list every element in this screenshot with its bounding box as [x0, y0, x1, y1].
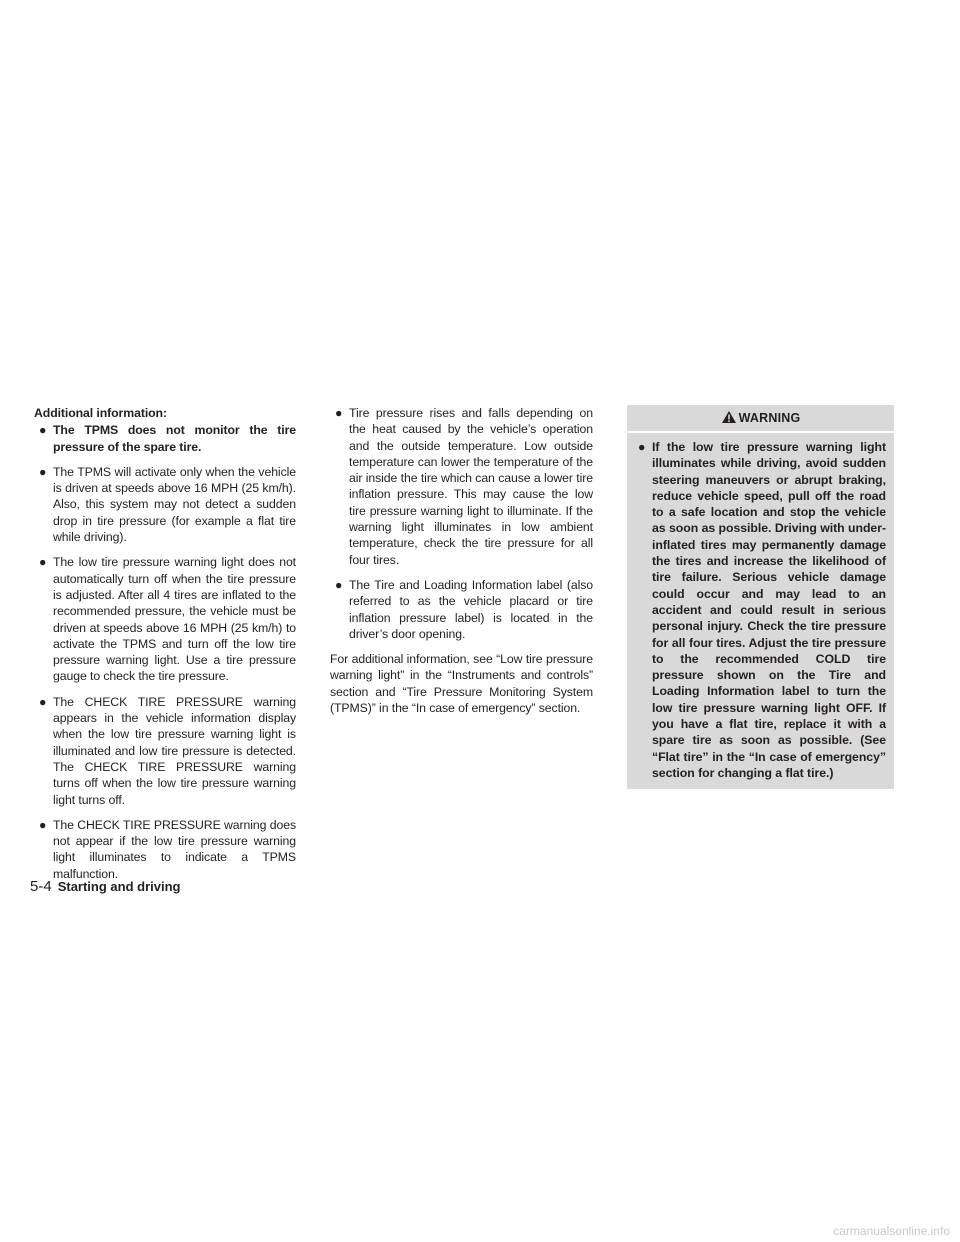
bullet-text: The TPMS does not monitor the tire pressure of the spare tire. — [53, 423, 296, 454]
column-3 — [627, 405, 894, 789]
bullet-dot: ● — [39, 694, 47, 709]
additional-info-heading: Additional information: — [34, 406, 167, 420]
bullet-activation-speed — [34, 464, 296, 545]
warning-text: If the low tire pressure warning light illuminates while driving, avoid sudden steering maneuvers or abrupt braking, reduce vehicle speed, pull off the road to a safe location and stop the vehicle as soon as possible. Driving with under-inflated tires may permanently damage the tires and increase the likelihood of tire failure. Serious vehicle damage could occur and may lead to an accident and could result in serious personal injury. Check the tire pressure for all four tires. Adjust the tire pressure to the recommended COLD tire pressure shown on the Tire and Loading Information label to turn the low tire pressure warning light OFF. If you have a flat tire, replace it with a spare tire as soon as possible. (See “Flat tire” in the “In case of emergency” section for changing a flat tire.) — [652, 440, 886, 780]
bullet-dot: ● — [39, 555, 47, 570]
bullet-check-tire-pressure-malfunction — [34, 817, 296, 882]
bullet-text: The TPMS will activate only when the vehicle is driven at speeds above 16 MPH (25 km/h). Also, this system may not detect a sudden drop in tire pressure (for example a flat tire while driving). — [53, 464, 296, 545]
bullet-text: The CHECK TIRE PRESSURE warning appears in the vehicle information display when the low tire pressure warning light is illuminated and low tire pressure is detected. The CHECK TIRE PRESSURE warning turns off when the low tire pressure warning light turns off. — [53, 694, 296, 807]
bullet-text: The Tire and Loading Information label (also referred to as the vehicle placard or tire inflation pressure label) is located in the driver’s door opening. — [349, 577, 593, 641]
warning-bullet — [633, 439, 886, 781]
bullet-dot: ● — [39, 423, 47, 438]
warning-body — [627, 433, 894, 781]
bullet-dot: ● — [335, 406, 343, 420]
additional-info-paragraph: For additional information, see “Low tire pressure warning light” in the “Instruments and controls” section and “Tire Pressure Monitoring System (TPMS)” in the “In case of emergency” section. — [330, 652, 593, 716]
bullet-temperature — [330, 405, 593, 568]
warning-header — [627, 405, 894, 433]
bullet-dot: ● — [39, 817, 47, 832]
column-2 — [330, 405, 593, 716]
bullet-text: Tire pressure rises and falls depending on the heat caused by the vehicle’s operation and the outside temperature. Low outside temperature can lower the temperature of the air inside the tire which can cause a lower tire inflation pressure. This may cause the low tire pressure warning light to illuminate. If the warning light illuminates in low ambient temperature, check the tire pressure for all four tires. — [349, 406, 593, 567]
bullet-light-not-auto-off — [34, 554, 296, 684]
watermark: carmanualsonline.info — [833, 1224, 950, 1238]
bullet-check-tire-pressure-appears — [34, 694, 296, 808]
bullet-spare-tire — [34, 422, 296, 455]
bullet-text: The CHECK TIRE PRESSURE warning does not appear if the low tire pressure warning light illuminates to indicate a TPMS malfunction. — [53, 817, 296, 881]
bullet-loading-label — [330, 577, 593, 642]
bullet-text: The low tire pressure warning light does not automatically turn off when the tire pressure is adjusted. After all 4 tires are inflated to the recommended pressure, the vehicle must be driven at speeds above 16 MPH (25 km/h) to activate the TPMS and turn off the low tire pressure warning light. Use a tire pressure gauge to check the tire pressure. — [53, 555, 296, 684]
section-title: Starting and driving — [57, 879, 181, 894]
page-number: 5-4 — [30, 878, 52, 895]
bullet-dot: ● — [39, 464, 47, 479]
warning-triangle-icon — [721, 410, 737, 424]
column-1 — [34, 405, 296, 891]
page-footer — [30, 877, 180, 896]
bullet-dot: ● — [638, 440, 646, 454]
warning-box — [627, 405, 894, 789]
warning-title: WARNING — [738, 411, 801, 425]
bullet-dot: ● — [335, 577, 343, 592]
